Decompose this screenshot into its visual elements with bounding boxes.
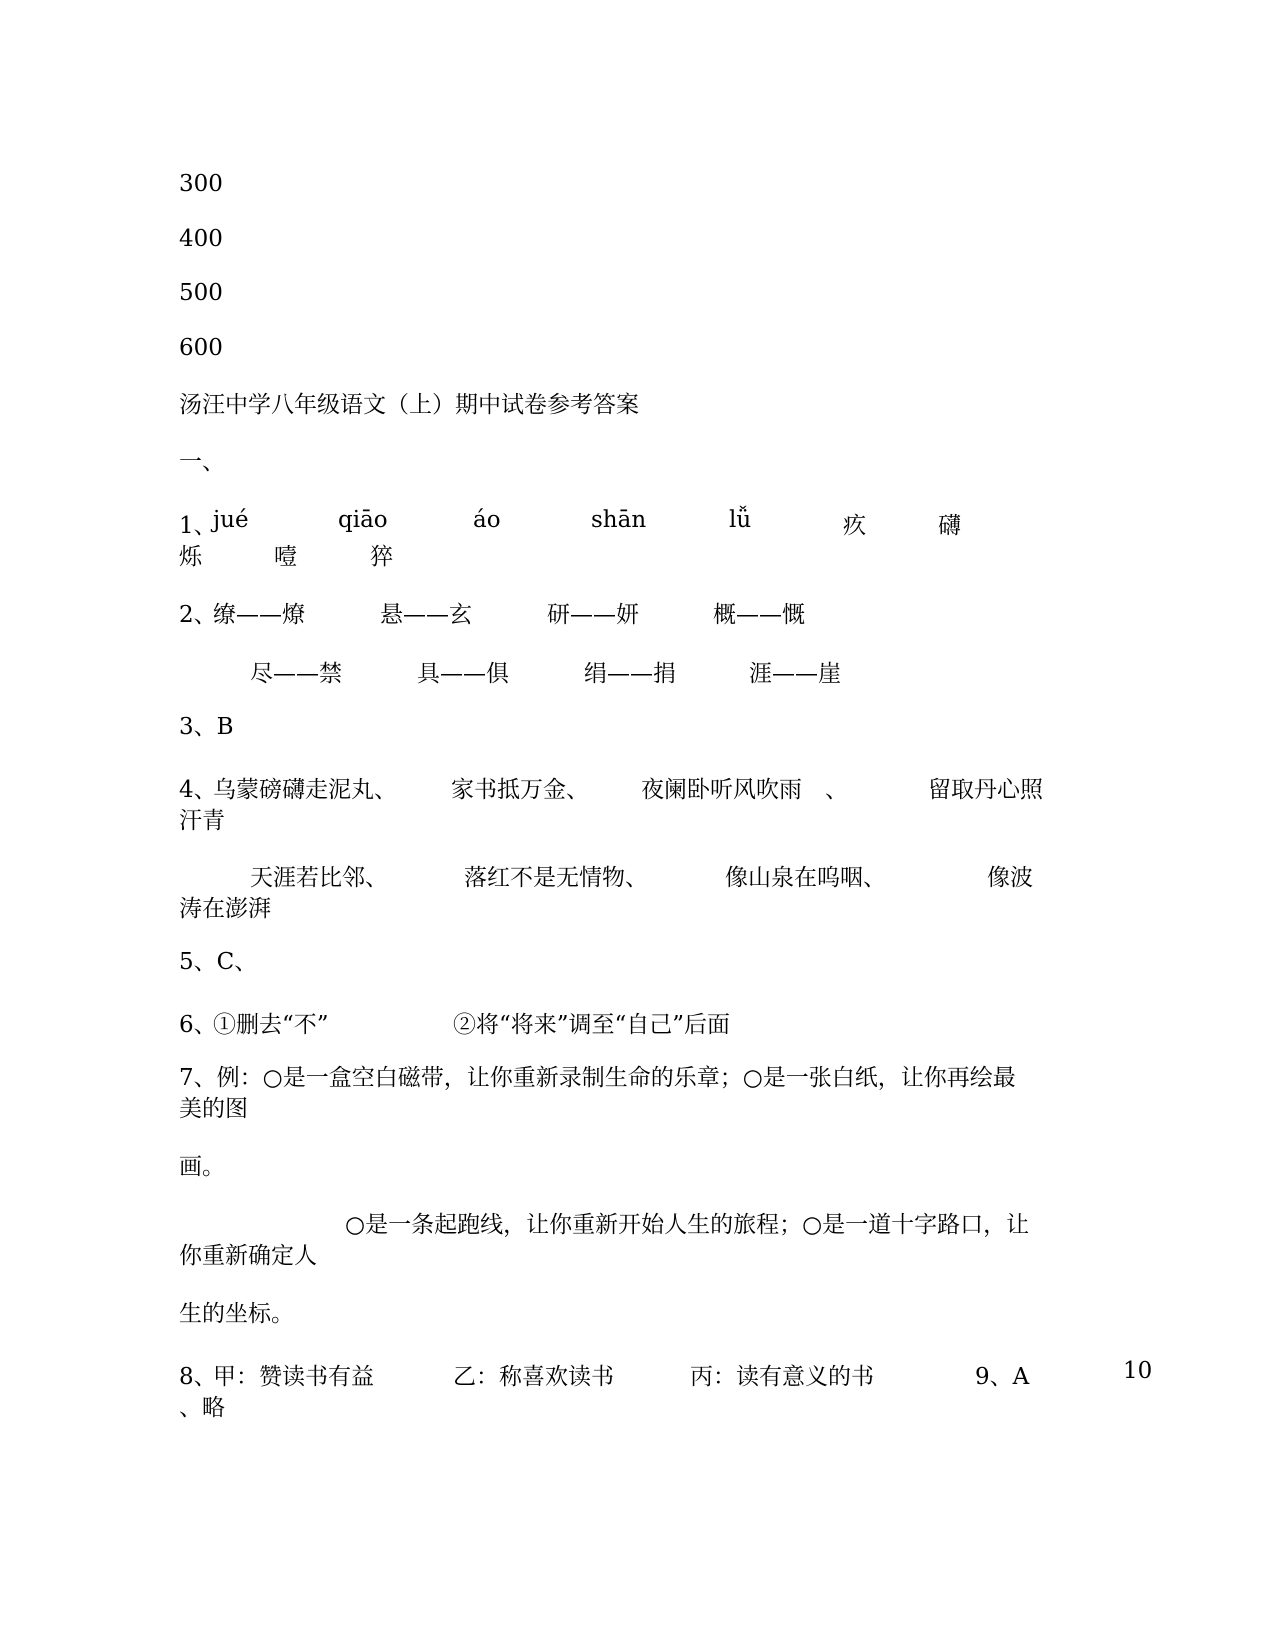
- answer-item: 像波: [987, 865, 1033, 891]
- question-label: 8、: [179, 1364, 217, 1390]
- answer-item: 礴: [938, 513, 961, 539]
- answer-item: 悬——玄: [380, 602, 472, 628]
- answer-item: 乙：称喜欢读书: [453, 1364, 614, 1390]
- answer-item: 涯——崖: [749, 661, 841, 687]
- answer-item: 、略: [179, 1395, 225, 1421]
- page-title: 汤汪中学八年级语文（上）期中试卷参考答案: [179, 392, 639, 418]
- answer-line: 美的图: [179, 1096, 248, 1122]
- answer-line: 你重新确定人: [179, 1243, 317, 1269]
- question-9: 9、A: [975, 1364, 1030, 1390]
- question-label: 6、: [179, 1012, 217, 1038]
- answer-item: 疚: [843, 513, 866, 539]
- answer-line: 画。: [179, 1154, 225, 1180]
- answer-item: qiāo: [338, 507, 388, 533]
- question-10: 10: [1123, 1358, 1153, 1384]
- question-3: 3、B: [179, 714, 234, 740]
- answer-item: 落红不是无情物、: [464, 865, 648, 891]
- answer-item: 天涯若比邻、: [250, 865, 388, 891]
- answer-line: 生的坐标。: [179, 1301, 294, 1327]
- answer-item: 缭——燎: [213, 602, 305, 628]
- answer-item: 概——慨: [713, 602, 805, 628]
- answer-item: ①删去“不”: [213, 1012, 329, 1038]
- answer-item: 尽——禁: [250, 661, 342, 687]
- answer-item: 猝: [370, 544, 393, 570]
- answer-item: 夜阑卧听风吹雨 、: [641, 777, 848, 803]
- answer-item: 烁: [179, 544, 202, 570]
- question-label: 1、: [179, 513, 217, 539]
- answer-line: ○是一条起跑线，让你重新开始人生的旅程；○是一道十字路口，让: [345, 1212, 1030, 1238]
- answer-item: 汗青: [179, 808, 225, 834]
- answer-item: 研——妍: [547, 602, 639, 628]
- answer-item: shān: [591, 507, 647, 533]
- section-heading: 一、: [179, 449, 225, 475]
- answer-line: 7、例：○是一盒空白磁带，让你重新录制生命的乐章；○是一张白纸，让你再绘最: [179, 1065, 1016, 1091]
- answer-item: 绢——捐: [584, 661, 676, 687]
- number-line: 400: [179, 226, 223, 252]
- answer-item: 乌蒙磅礴走泥丸、: [213, 777, 397, 803]
- answer-item: 甲：赞读书有益: [213, 1364, 374, 1390]
- number-line: 500: [179, 280, 223, 306]
- answer-item: ②将“将来”调至“自己”后面: [453, 1012, 731, 1038]
- number-line: 300: [179, 171, 223, 197]
- question-label: 2、: [179, 602, 217, 628]
- answer-item: áo: [473, 507, 501, 533]
- answer-item: 家书抵万金、: [451, 777, 589, 803]
- answer-item: 噎: [274, 544, 297, 570]
- answer-item: 涛在澎湃: [179, 896, 271, 922]
- answer-item: 丙：读有意义的书: [690, 1364, 874, 1390]
- answer-item: 像山泉在呜咽、: [725, 865, 886, 891]
- question-5: 5、C、: [179, 949, 258, 975]
- answer-item: 具——俱: [417, 661, 509, 687]
- number-line: 600: [179, 335, 223, 361]
- answer-item: 留取丹心照: [928, 777, 1043, 803]
- answer-item: jué: [213, 507, 249, 533]
- question-label: 4、: [179, 777, 217, 803]
- answer-item: lǚ: [729, 507, 752, 533]
